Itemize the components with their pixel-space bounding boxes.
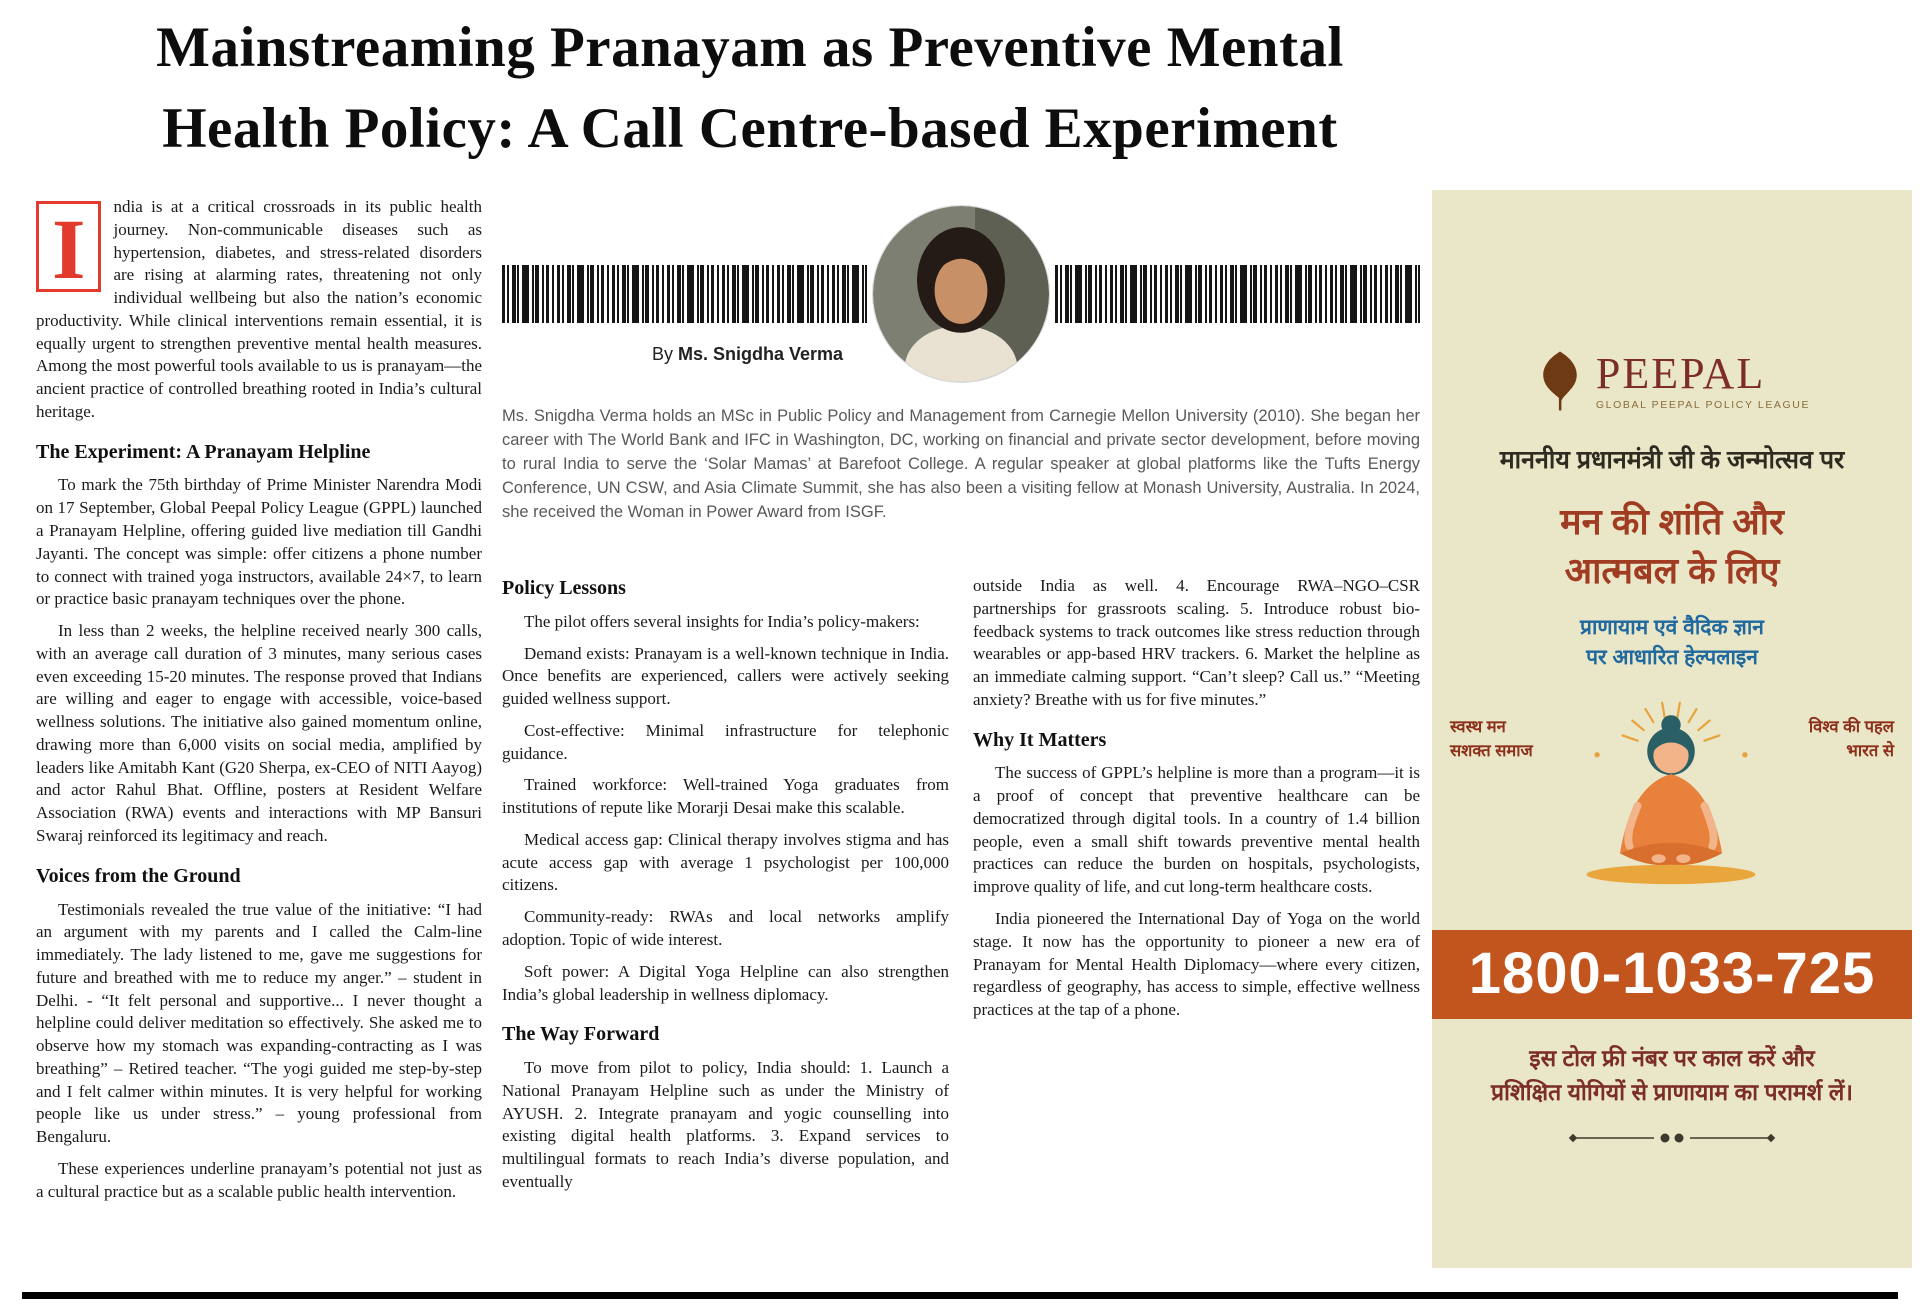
bottom-rule (22, 1292, 1898, 1299)
ad-subline-line-1: प्राणायाम एवं वैदिक ज्ञान (1580, 616, 1764, 640)
author-bio: Ms. Snigdha Verma holds an MSc in Public Policy and Management from Carnegie Mellon University (2010). She began her career with The World Bank and IFC in Washington, DC, working on financial and private sector development, before moving to rural India to serve the ‘Solar Mamas’ at Barefoot College. A regular speaker at global platforms like the Tufts Energy Conference, UN CSW, and Asia Climate Summit, she has also been a visiting fellow at Monash University, Australia. In 2024, she received the Woman in Power Award from ISGF. (502, 407, 1420, 521)
paragraph: Soft power: A Digital Yoga Helpline can also strengthen India’s global leadership in wellness diplomacy. (502, 961, 949, 1004)
paragraph: Medical access gap: Clinical therapy involves stigma and has acute access gap with average 1 psychologist per 100,000 citizens. (502, 829, 949, 895)
peepal-advertisement (1432, 190, 1912, 1268)
paragraph: Community-ready: RWAs and local networks amplify adoption. Topic of wide interest. (502, 907, 949, 949)
intro-text: ndia is at a critical crossroads in its public health journey. Non-communicable diseases such as hypertension, diabetes, and stress-related disorders are rising at alarming rates, threatening not only individual wellbeing but also the nation’s economic productivity. While clinical interventions remain essential, it is equally urgent to strengthen preventive mental health measures. Among the most powerful tools available to us is pranayam—the ancient practice of controlled breathing rooted in India’s cultural heritage. (36, 197, 482, 421)
ad-headline-line-1: मन की शांति और (1560, 501, 1784, 542)
ad-headline (1560, 498, 1784, 595)
section-heading-voices: Voices from the Ground (36, 864, 241, 887)
ad-badge-right (1809, 716, 1894, 764)
article-header (0, 8, 1500, 170)
paragraph: These experiences underline pranayam’s potential not just as a cultural practice but as a scalable public health intervention. (36, 1158, 482, 1201)
byline (652, 344, 843, 365)
middle-column (502, 575, 949, 1203)
article-title-line-1: Mainstreaming Pranayam as Preventive Mental (156, 16, 1344, 79)
paragraph: To mark the 75th birthday of Prime Minister Narendra Modi on 17 September, Global Peepal Policy League (GPPL) launched a Pranayam Helpline, offering guided live mediation till Gandhi Jayanti. The concept was simple: offer citizens a phone number to connect with trained yoga instructors, available 24×7, to learn or practice basic pranayam techniques over the phone. (36, 475, 482, 609)
peepal-logo (1534, 350, 1810, 412)
byline-row (502, 196, 1420, 391)
paragraph: Trained workforce: Well-trained Yoga graduates from institutions of repute like Morarji Desai make this scalable. (502, 775, 949, 818)
paragraph: To move from pilot to policy, India should: 1. Launch a National Pranayam Helpline such as under the Ministry of AYUSH. 2. Integrate pranayam and yogic counselling into existing digital health platforms. 3. Expand services to multilingual formats to reach India’s diverse population, and eventually (502, 1058, 949, 1191)
author-portrait-graphic (873, 206, 1049, 382)
left-column (36, 196, 482, 1212)
ad-subline (1580, 613, 1764, 672)
paragraph: The pilot offers several insights for India’s policy-makers: (524, 611, 920, 631)
byline-prefix: By (652, 344, 679, 364)
barcode-decoration-left (502, 265, 867, 323)
brand-text-block (1595, 348, 1811, 411)
meditating-woman-illustration (1539, 698, 1803, 926)
ad-badge-right-line-1: विश्व की पहल (1808, 717, 1894, 736)
ad-footer-text (1491, 1041, 1853, 1110)
ad-illustration-row (1450, 698, 1894, 926)
ad-badge-left-line-1: स्वस्थ मन (1450, 717, 1506, 736)
drop-cap: I (36, 201, 101, 292)
paragraph: India pioneered the International Day of Yoga on the world stage. It now has the opportunity to pioneer a new era of Pranayam for Mental Health Diplomacy—where every citizen, regardless of geography, has access to simple, effective wellness practices at the tap of a phone. (973, 908, 1420, 1020)
ad-footer-line-1: इस टोल फ्री नंबर पर काल करें और (1529, 1044, 1815, 1071)
author-photo (873, 206, 1049, 382)
byline-bio-block (502, 196, 1420, 525)
section-heading-way-forward: The Way Forward (502, 1023, 660, 1046)
ad-badge-right-line-2: भारत से (1846, 741, 1894, 760)
paragraph: The success of GPPL’s helpline is more than a program—it is a proof of concept that preventive healthcare can be democratized through digital tools. In a country of 1.4 billion people, even a small shift towards preventive mental health practices can reduce the burden on hospitals, psychologists, improve quality of life, and cut long-term healthcare costs. (973, 763, 1420, 897)
section-heading-policy-lessons: Policy Lessons (502, 577, 626, 599)
ad-occasion-line: माननीय प्रधानमंत्री जी के जन्मोत्सव पर (1499, 446, 1845, 474)
section-heading-experiment: The Experiment: A Pranayam Helpline (36, 440, 371, 463)
paragraph: outside India as well. 4. Encourage RWA–NGO–CSR partnerships for grassroots scaling. 5. Introduce robust bio-feedback systems to track outcomes like stress reduction through wearables or app-based HRV trackers. 6. Market the helpline as an immediate calming support. “Can’t sleep? Call us.” “Meeting anxiety? Breathe with us for five minutes.” (973, 576, 1420, 709)
ad-headline-line-2: आत्मबल के लिए (1564, 549, 1780, 591)
right-column (973, 575, 1420, 1031)
ornament-divider (1562, 1130, 1782, 1146)
ad-badge-left (1450, 716, 1533, 764)
paragraph: Cost-effective: Minimal infrastructure for telephonic guidance. (502, 720, 949, 763)
brand-name: PEEPAL (1595, 348, 1766, 398)
peepal-leaf-icon (1534, 350, 1586, 412)
brand-tagline: GLOBAL PEEPAL POLICY LEAGUE (1595, 398, 1811, 411)
paragraph: In less than 2 weeks, the helpline received nearly 300 calls, with an average call duration of 3 minutes, many serious cases even exceeding 15-20 minutes. The response proved that Indians are willing and eager to engage with accessible, voice-based wellness solutions. The initiative also gained momentum online, drawing more than 6,000 visits on social media, amplified by leaders like Amitabh Kant (G20 Sherpa, ex-CEO of NITI Aayog) and actor Rahul Bhat. Offline, posters at Resident Welfare Association (RWA) events and interactions with MP Bansuri Swaraj reinforced its legitimacy and reach. (36, 621, 482, 845)
intro-paragraph (36, 196, 482, 424)
helpline-phone-number: 1800-1033-725 (1432, 930, 1912, 1019)
barcode-decoration-right (1055, 265, 1420, 323)
ad-badge-left-line-2: सशक्त समाज (1450, 741, 1533, 760)
paragraph: Demand exists: Pranayam is a well-known technique in India. Once benefits are experienced, callers were actively seeking guided wellness support. (502, 643, 949, 709)
author-name: Ms. Snigdha Verma (678, 344, 844, 364)
section-heading-why-it-matters: Why It Matters (973, 728, 1107, 751)
ad-footer-line-2: प्रशिक्षित योगियों से प्राणायाम का परामर्श लें। (1490, 1079, 1854, 1106)
article-title-line-2: Health Policy: A Call Centre-based Experiment (162, 96, 1338, 160)
paragraph: Testimonials revealed the true value of the initiative: “I had an argument with my parents and I called the Calm-line immediately. The lady listened to me, gave me suggestions for future and breathed with me to reduce my anger.” – student in Delhi. - “It felt personal and supportive... I never thought a helpline could deliver meditation so effectively. She asked me to observe how my stomach was expanding-contracting as I was breathing” – Retired teacher. “The yogi guided me step-by-step and I felt calmer within minutes. It is very helpful for working people like us under stress.” – young professional from Bengaluru. (36, 899, 482, 1147)
ad-subline-line-2: पर आधारित हेल्पलाइन (1586, 645, 1758, 669)
